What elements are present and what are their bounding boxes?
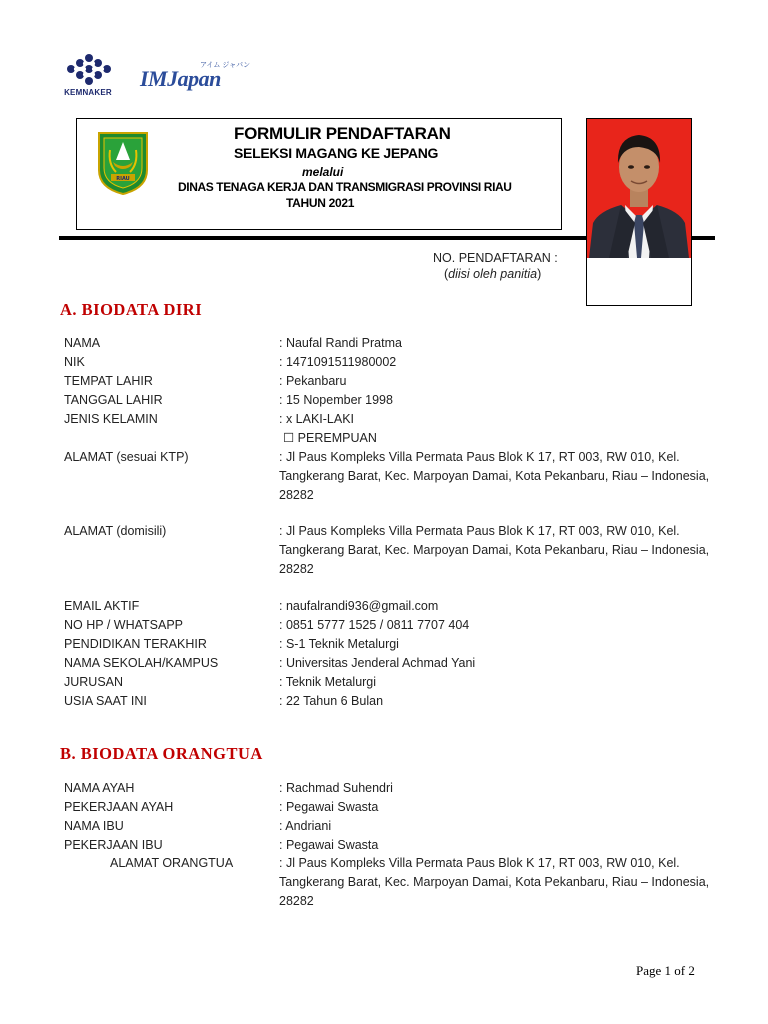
- registration-number-label: NO. PENDAFTARAN :: [433, 251, 558, 265]
- riau-emblem: [96, 130, 150, 196]
- imjapan-japanese-text: アイム ジャパン: [200, 62, 251, 69]
- field-value: : Naufal Randi Pratma: [279, 336, 402, 350]
- section-a-title: A. BIODATA DIRI: [60, 300, 203, 319]
- field-value: : 1471091511980002: [279, 355, 397, 369]
- field-label: NIK: [64, 355, 85, 369]
- field-value: : 15 Nopember 1998: [279, 393, 393, 407]
- registration-note: (diisi oleh panitia): [444, 267, 542, 281]
- field-value: : 0851 5777 1525 / 0811 7707 404: [279, 618, 470, 632]
- form-title: FORMULIR PENDAFTARAN: [234, 124, 451, 143]
- field-value: : Pekanbaru: [279, 374, 347, 388]
- field-value: : Jl Paus Kompleks Villa Permata Paus Blok K 17, RT 003, RW 010, Kel. Tangkerang Barat, Kec. Marpoyan Damai, Kota Pekanbaru, Riau – Indonesia, 28282: [279, 450, 710, 502]
- field-value: : Pegawai Swasta: [279, 838, 379, 852]
- imjapan-logo: IMJapan: [140, 66, 221, 91]
- field-value: : 22 Tahun 6 Bulan: [279, 694, 384, 708]
- field-value: : Jl Paus Kompleks Villa Permata Paus Blok K 17, RT 003, RW 010, Kel. Tangkerang Barat, Kec. Marpoyan Damai, Kota Pekanbaru, Riau – Indonesia, 28282: [279, 524, 710, 576]
- gender-option-male: : x LAKI-LAKI: [279, 412, 355, 426]
- field-value: : Andriani: [279, 819, 332, 833]
- field-value: : Teknik Metalurgi: [279, 675, 377, 689]
- field-label: PEKERJAAN IBU: [64, 838, 163, 852]
- form-year: TAHUN 2021: [286, 196, 355, 210]
- kemnaker-label: KEMNAKER: [64, 88, 112, 97]
- field-label: PEKERJAAN AYAH: [64, 800, 174, 814]
- field-label: ALAMAT (sesuai KTP): [64, 450, 189, 464]
- section-b-title: B. BIODATA ORANGTUA: [60, 744, 263, 763]
- field-label: ALAMAT (domisili): [64, 524, 167, 538]
- field-value: : S-1 Teknik Metalurgi: [279, 637, 399, 651]
- form-subtitle: SELEKSI MAGANG KE JEPANG: [234, 145, 439, 161]
- field-label: JURUSAN: [64, 675, 124, 689]
- field-value: : Pegawai Swasta: [279, 800, 379, 814]
- field-value: : Universitas Jenderal Achmad Yani: [279, 656, 476, 670]
- field-label: NAMA SEKOLAH/KAMPUS: [64, 656, 219, 670]
- field-value: : Jl Paus Kompleks Villa Permata Paus Blok K 17, RT 003, RW 010, Kel. Tangkerang Barat, Kec. Marpoyan Damai, Kota Pekanbaru, Riau – Indonesia, 28282: [279, 856, 710, 908]
- field-label: JENIS KELAMIN: [64, 412, 158, 426]
- field-value: : Rachmad Suhendri: [279, 781, 393, 795]
- field-label: NAMA: [64, 336, 101, 350]
- field-label: NO HP / WHATSAPP: [64, 618, 184, 632]
- field-label: TANGGAL LAHIR: [64, 393, 163, 407]
- field-label: NAMA AYAH: [64, 781, 135, 795]
- field-label: NAMA IBU: [64, 819, 124, 833]
- form-via: melalui: [302, 165, 344, 179]
- page-number: Page 1 of 2: [636, 963, 695, 978]
- emblem-text: RIAU: [116, 176, 130, 182]
- field-label: USIA SAAT INI: [64, 694, 147, 708]
- field-value: : naufalrandi936@gmail.com: [279, 599, 439, 613]
- field-label: EMAIL AKTIF: [64, 599, 140, 613]
- applicant-photo: [587, 119, 691, 258]
- form-agency: DINAS TENAGA KERJA DAN TRANSMIGRASI PROVINSI RIAU: [178, 180, 512, 194]
- gender-option-female: ☐ PEREMPUAN: [283, 431, 377, 445]
- field-label: TEMPAT LAHIR: [64, 374, 153, 388]
- field-label: PENDIDIKAN TERAKHIR: [64, 637, 207, 651]
- field-label: ALAMAT ORANGTUA: [110, 856, 234, 870]
